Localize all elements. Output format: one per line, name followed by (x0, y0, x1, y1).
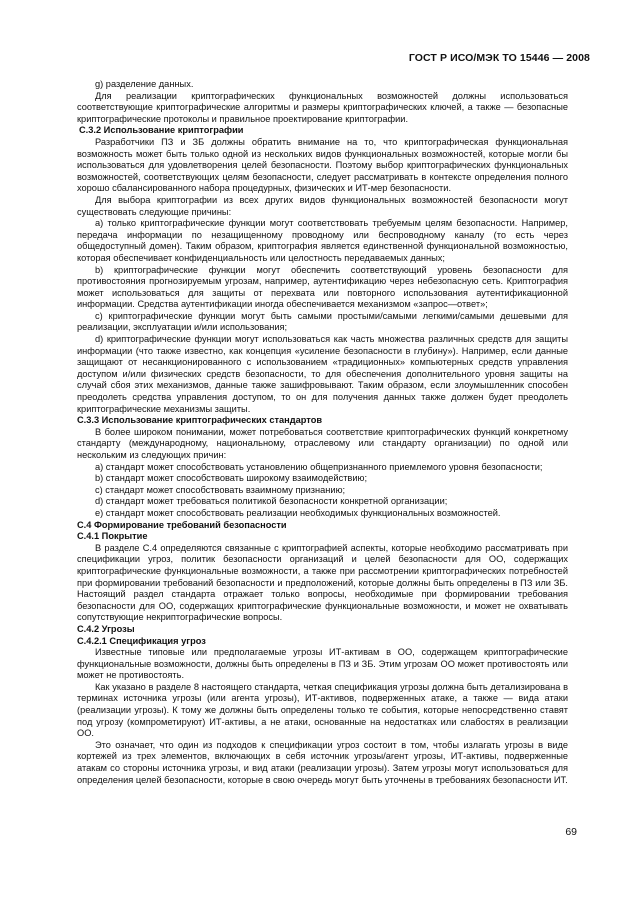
section-heading-c4: С.4 Формирование требований безопасности (77, 519, 287, 530)
list-item-e: e) стандарт может способствовать реализации необходимых функциональных возможностей. (95, 507, 501, 518)
document-body (77, 79, 568, 786)
list-item-d: d) стандарт может требоваться политикой безопасности конкретной организации; (95, 496, 448, 507)
list-item-c: c) криптографические функции могут быть самыми простыми/самыми легкими/самыми дешевыми для реализации, эксплуатации и/или использования; (77, 310, 568, 333)
paragraph: В разделе С.4 определяются связанные с криптографией аспекты, которые необходимо рассматривать при спецификации угроз, политик безопасности организаций и целей безопасности для ОО, содержащих криптографические функциональные возможности, а также при рассмотрении криптографических потребностей при формировании требований безопасности и предположений, которые должны быть определены в ПЗ или ЗБ. Настоящий раздел стандарта отражает только вопросы, необходимые при формировании требования безопасности для ОО, содержащих криптографические функциональные возможности, и может не охватывать сопутствующие некриптографические вопросы. (77, 542, 568, 623)
paragraph: Это означает, что один из подходов к спецификации угроз состоит в том, чтобы излагать угрозы в виде кортежей из трех элементов, включающих в себя источник угрозы/агент угрозы, ИТ-активы, подверженные атакам со стороны источника угрозы, и вид атаки (реализации угрозы). Затем угрозы могут использоваться для определения целей безопасности, которые в свою очередь могут быть уточнены в требованиях безопасности ИТ. (77, 739, 568, 785)
paragraph: Разработчики ПЗ и ЗБ должны обратить внимание на то, что криптографическая функциональная возможность может быть только одной из нескольких видов функциональных возможностей, которые могли бы использоваться для удовлетворения целей безопасности. Поэтому выбор криптографических функциональных возможностей, соответствующих целям безопасности, следует рассматривать в контексте определения полного хорошо сбалансированного набора процедурных, физических и ИТ-мер безопасности. (77, 136, 568, 194)
paragraph: Как указано в разделе 8 настоящего стандарта, четкая спецификация угрозы должна быть детализирована в терминах источника угрозы (или агента угрозы), ИТ-активов, подверженных атаке, а также — вида атаки (реализации угрозы). К тому же должны быть определены только те события, которые непосредственно ставят под угрозу (компрометируют) ИТ-активы, а не атаки, основанные на недостатках или слабостях в реализации ОО. (77, 681, 568, 739)
section-heading-c33: С.3.3 Использование криптографических стандартов (77, 415, 323, 426)
list-item-a: a) стандарт может способствовать установлению общепризнанного приемлемого уровня безопасности; (95, 461, 543, 472)
list-item-d: d) криптографические функции могут использоваться как часть множества различных средств для защиты информации (что также известно, как концепция «усиление безопасности в глубину»). Например, если данные защищают от несанкционированного с использованием «традиционных» компьютерных средств управления доступом и/или физических средств безопасности, то для обеспечения дополнительного уровня защиты на случай сбоя этих механизмов, данные также зашифровывают. Таким образом, если злоумышленник способен преодолеть средства управления доступом, то он для получения данных также должен будет преодолеть криптографические механизмы защиты. (77, 334, 568, 414)
paragraph: Для выбора криптографии из всех других видов функциональных возможностей безопасности могут существовать следующие причины: (77, 194, 568, 217)
paragraph: g) разделение данных. (95, 79, 194, 89)
page-number: 69 (565, 826, 577, 838)
list-item-b: b) стандарт может способствовать широкому взаимодействию; (95, 473, 368, 484)
list-item-c: c) стандарт может способствовать взаимному признанию; (95, 484, 346, 495)
paragraph: Известные типовые или предполагаемые угрозы ИТ-активам в ОО, содержащем криптографические функциональные возможности, должны быть определены в ПЗ и ЗБ. Этим угрозам ОО может противостоять или может не противостоять. (77, 647, 568, 681)
standard-header: ГОСТ Р ИСО/МЭК ТО 15446 — 2008 (408, 52, 590, 64)
section-heading-c32: С.3.2 Использование криптографии (79, 125, 244, 136)
section-heading-c41: С.4.1 Покрытие (77, 531, 148, 542)
paragraph: Для реализации криптографических функциональных возможностей должны использоваться соответствующие криптографические алгоритмы и размеры криптографических ключей, а также — безопасные криптографические протоколы и правильное проектирование криптографии. (77, 90, 568, 124)
section-heading-c421: С.4.2.1 Спецификация угроз (77, 635, 206, 646)
section-heading-c42: С.4.2 Угрозы (77, 623, 135, 634)
paragraph: В более широком понимании, может потребоваться соответствие криптографических функций конкретному стандарту (международному, национальному, отраслевому или стандарту организации) по одной или нескольким из следующих причин: (77, 426, 568, 460)
list-item-b: b) криптографические функции могут обеспечить соответствующий уровень безопасности для противостояния прогнозируемым угрозам, например, аутентификацию через небезопасную сеть. Криптография может использоваться для защиты от перехвата или повторного использования аутентификационной информации. Средства аутентификации иногда обеспечивается механизмом «запрос—ответ»; (77, 264, 568, 310)
list-item-a: a) только криптографические функции могут соответствовать требуемым целям безопасности. Например, передача информации по незащищенному проводному или беспроводному каналу (то есть через общедоступный домен). Таким образом, криптография является единственной функциональной возможностью, которая обеспечивает конфиденциальность или целостность передаваемых данных; (77, 218, 568, 263)
